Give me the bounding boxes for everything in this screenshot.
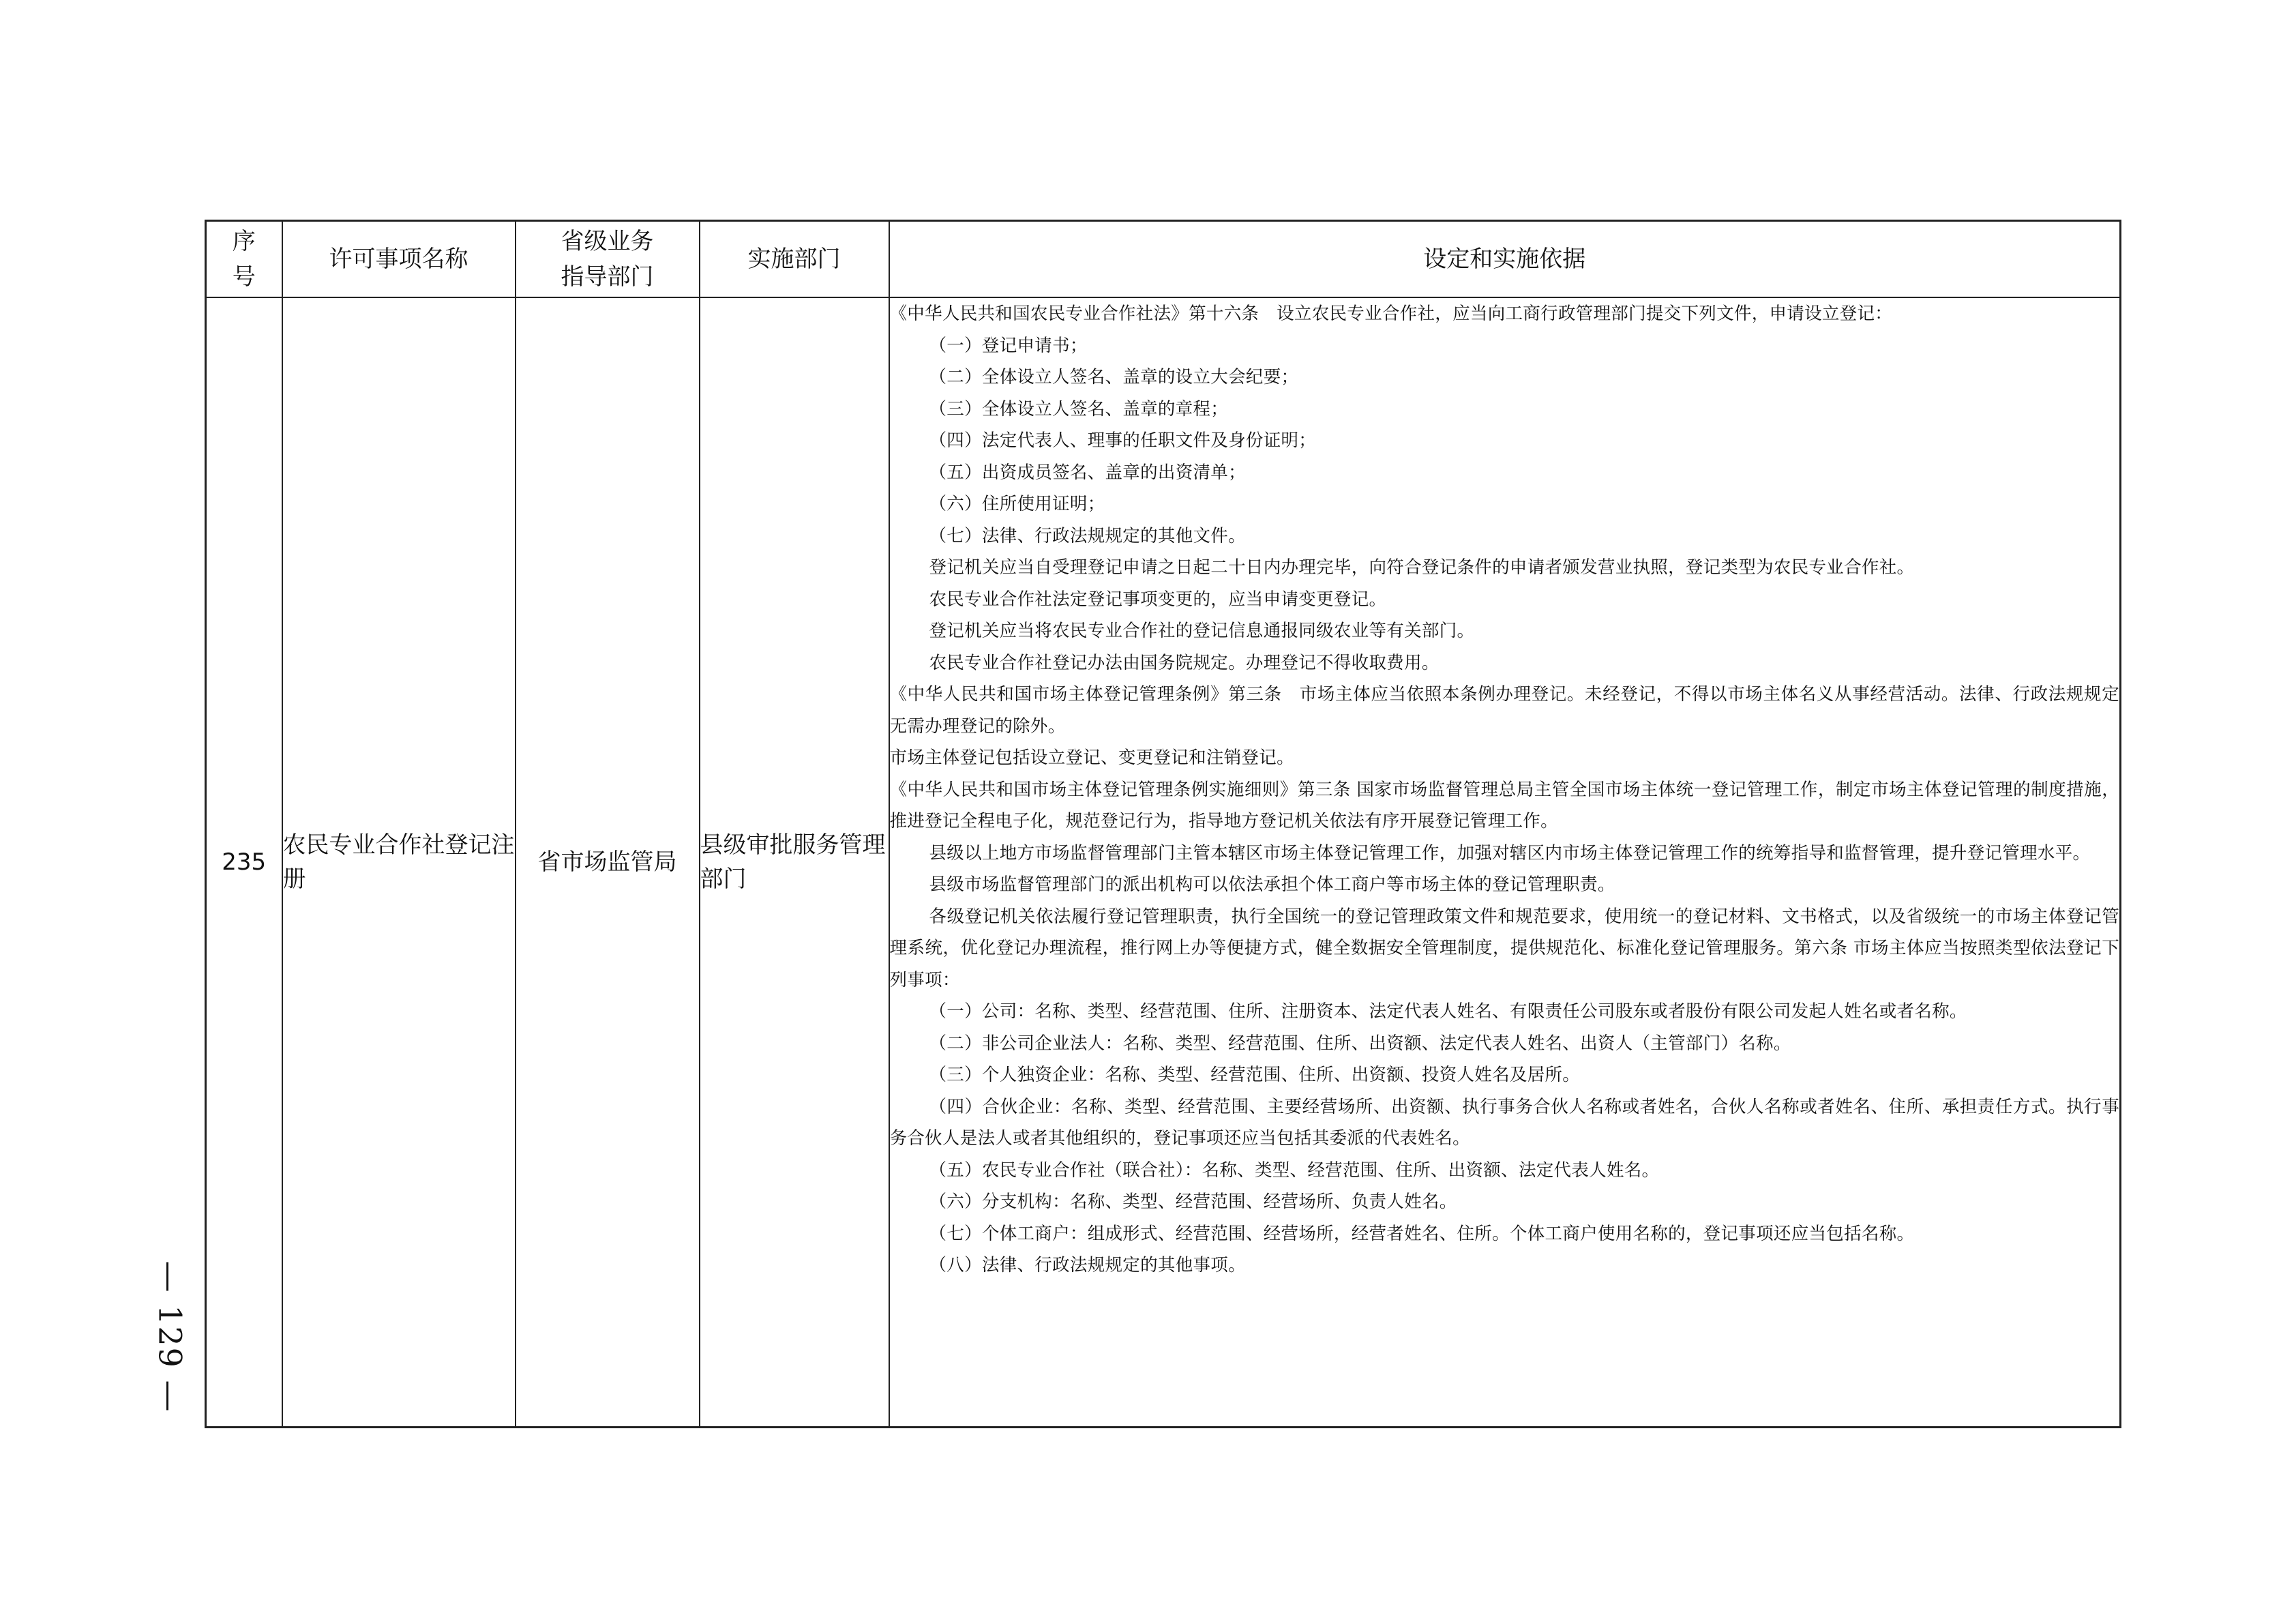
page-number xyxy=(136,1248,205,1426)
row-seq: 235 xyxy=(206,297,282,1428)
legal-basis-text xyxy=(890,298,2120,1282)
basis-paragraph: （六）分支机构：名称、类型、经营范围、经营场所、负责人姓名。 xyxy=(929,1192,1457,1212)
basis-paragraph: （七）法律、行政法规规定的其他文件。 xyxy=(929,525,1246,546)
header-basis-label: 设定和实施依据 xyxy=(1423,246,1586,273)
basis-paragraph: （四）合伙企业：名称、类型、经营范围、主要经营场所、出资额、执行事务合伙人名称或者姓名，合伙人名称或者姓名、住所、承担责任方式。执行事务合伙人是法人或者其他组织的，登记事项还应当包括其委派的代表姓名。 xyxy=(889,1096,2119,1149)
basis-paragraph: （八）法律、行政法规规定的其他事项。 xyxy=(929,1255,1246,1275)
basis-paragraph: 农民专业合作社登记办法由国务院规定。办理登记不得收取费用。 xyxy=(929,652,1440,673)
basis-paragraph: （二）非公司企业法人：名称、类型、经营范围、住所、出资额、法定代表人姓名、出资人（主管部门）名称。 xyxy=(929,1033,1791,1054)
basis-paragraph: 各级登记机关依法履行登记管理职责，执行全国统一的登记管理政策文件和规范要求，使用统一的登记材料、文书格式，以及省级统一的市场主体登记管理系统，优化登记办理流程，推行网上办等便捷方式，健全数据安全管理制度，提供规范化、标准化登记管理服务。第六条 市场主体应当按照类型依法登记下列事项： xyxy=(889,906,2119,990)
basis-paragraph: 《中华人民共和国市场主体登记管理条例实施细则》第三条 国家市场监督管理总局主管全国市场主体统一登记管理工作，制定市场主体登记管理的制度措施，推进登记全程电子化，规范登记行为，指导地方登记机关依法有序开展登记管理工作。 xyxy=(889,779,2119,831)
table-row xyxy=(206,297,2121,1428)
row-provincial-dept: 省市场监管局 xyxy=(516,297,700,1428)
basis-paragraph: （五）农民专业合作社（联合社）：名称、类型、经营范围、住所、出资额、法定代表人姓名。 xyxy=(929,1160,1660,1181)
header-dept-label: 省级业务 指导部门 xyxy=(561,228,654,291)
basis-paragraph: 登记机关应当将农民专业合作社的登记信息通报同级农业等有关部门。 xyxy=(929,621,1475,641)
basis-paragraph: 农民专业合作社法定登记事项变更的，应当申请变更登记。 xyxy=(929,589,1387,610)
basis-paragraph: （六）住所使用证明； xyxy=(929,494,1105,514)
row-permit-name: 农民专业合作社登记注册 xyxy=(282,297,516,1428)
page-number-text: — 129 — xyxy=(152,1260,190,1413)
header-name-label: 许可事项名称 xyxy=(329,246,468,273)
table-header-row xyxy=(206,221,2121,298)
basis-paragraph: 县级市场监督管理部门的派出机构可以依法承担个体工商户等市场主体的登记管理职责。 xyxy=(929,874,1615,895)
basis-paragraph: 市场主体登记包括设立登记、变更登记和注销登记。 xyxy=(889,748,1294,768)
permit-table xyxy=(205,220,2121,1428)
basis-paragraph: 《中华人民共和国市场主体登记管理条例》第三条 市场主体应当依照本条例办理登记。未经登记，不得以市场主体名义从事经营活动。法律、行政法规规定无需办理登记的除外。 xyxy=(889,684,2119,737)
header-impl-label: 实施部门 xyxy=(747,246,841,273)
row-implementing-dept: 县级审批服务管理部门 xyxy=(700,297,889,1428)
basis-paragraph: （二）全体设立人签名、盖章的设立大会纪要； xyxy=(929,367,1299,387)
basis-paragraph: （三）全体设立人签名、盖章的章程； xyxy=(929,398,1229,419)
header-seq xyxy=(206,221,282,298)
basis-paragraph: （一）公司：名称、类型、经营范围、住所、注册资本、法定代表人姓名、有限责任公司股东或者股份有限公司发起人姓名或者名称。 xyxy=(929,1001,1967,1022)
basis-paragraph: 登记机关应当自受理登记申请之日起二十日内办理完毕，向符合登记条件的申请者颁发营业执照，登记类型为农民专业合作社。 xyxy=(929,557,1915,578)
basis-paragraph: （三）个人独资企业：名称、类型、经营范围、住所、出资额、投资人姓名及居所。 xyxy=(929,1065,1581,1085)
header-seq-label: 序 号 xyxy=(232,228,256,291)
basis-paragraph: （五）出资成员签名、盖章的出资清单； xyxy=(929,462,1246,483)
header-impl xyxy=(700,221,889,298)
basis-paragraph: （四）法定代表人、理事的任职文件及身份证明； xyxy=(929,430,1317,451)
header-dept xyxy=(516,221,700,298)
basis-paragraph: （七）个体工商户：组成形式、经营范围、经营场所，经营者姓名、住所。个体工商户使用名称的，登记事项还应当包括名称。 xyxy=(929,1223,1915,1244)
basis-paragraph: 县级以上地方市场监督管理部门主管本辖区市场主体登记管理工作，加强对辖区内市场主体登记管理工作的统筹指导和监督管理，提升登记管理水平。 xyxy=(929,842,2091,863)
header-basis xyxy=(889,221,2121,298)
header-name xyxy=(282,221,516,298)
basis-paragraph: 《中华人民共和国农民专业合作社法》第十六条 设立农民专业合作社，应当向工商行政管理部门提交下列文件，申请设立登记： xyxy=(889,304,1893,324)
row-legal-basis xyxy=(889,297,2121,1428)
basis-paragraph: （一）登记申请书； xyxy=(929,335,1088,356)
